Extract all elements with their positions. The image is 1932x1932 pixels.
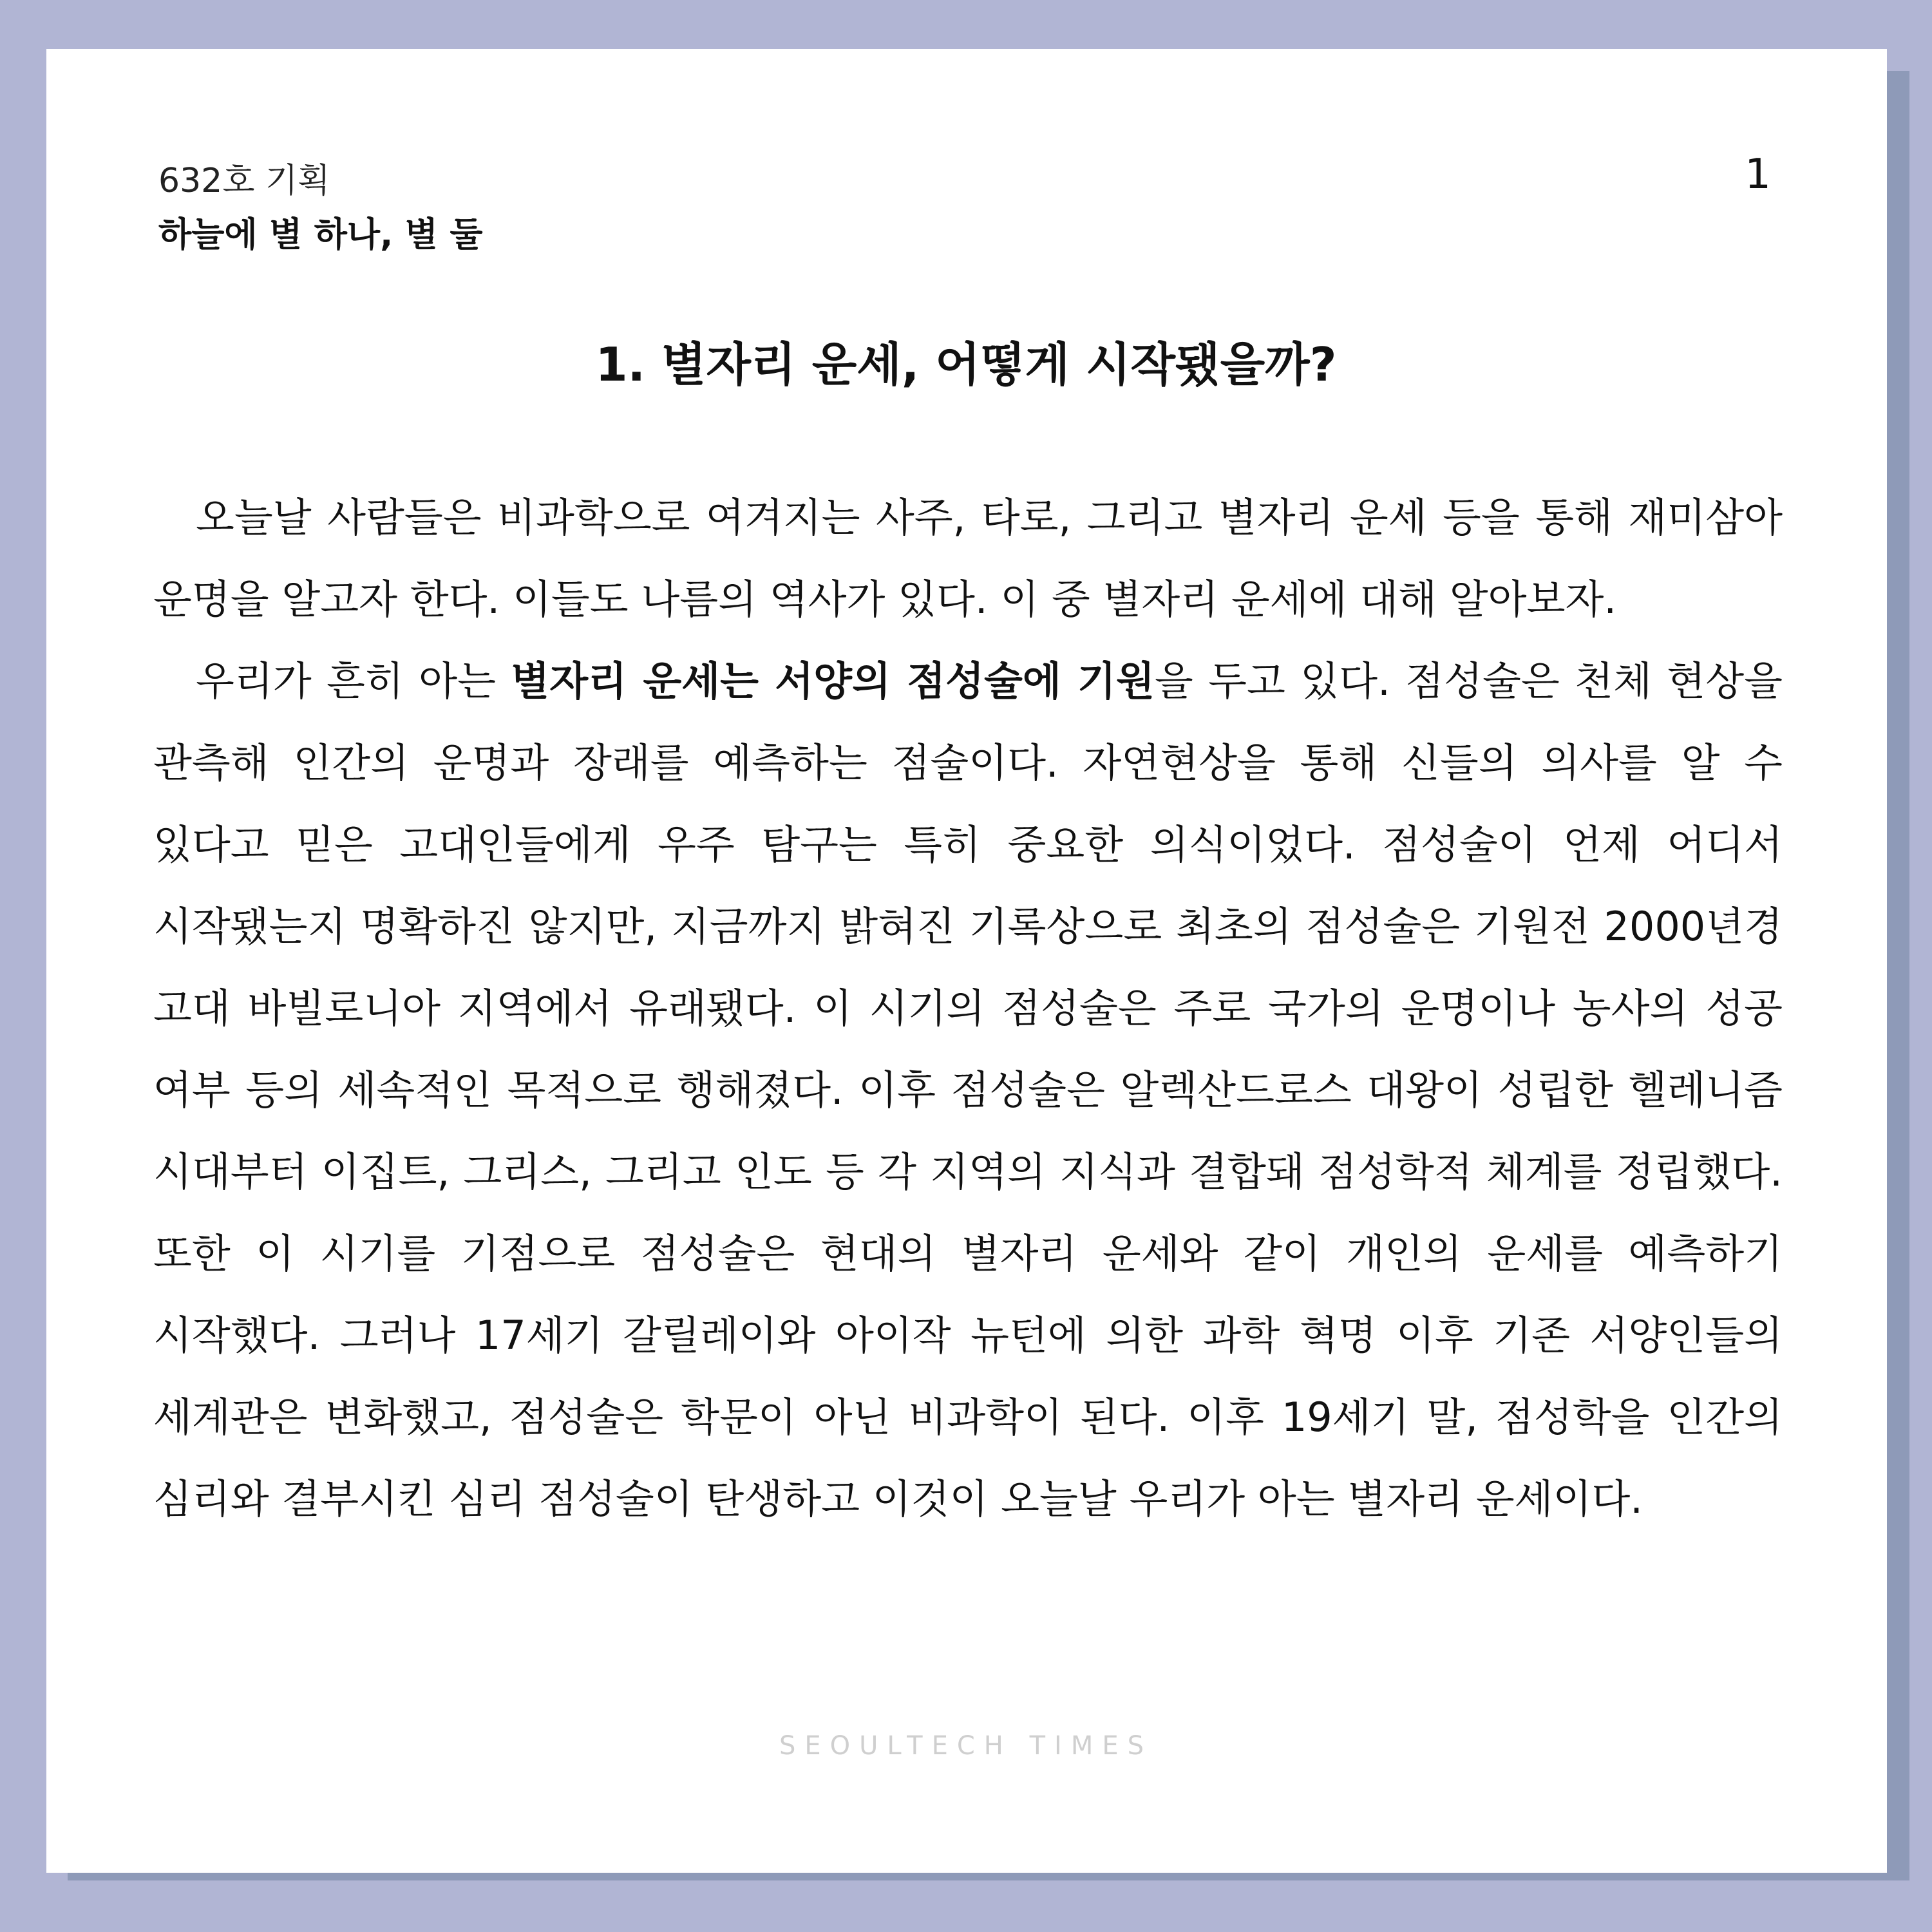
paragraph-1: [153, 477, 1783, 640]
article-title: 1. 별자리 운세, 어떻게 시작됐을까?: [595, 337, 1337, 392]
publication-footer: SEOULTECH TIMES: [779, 1731, 1153, 1761]
paragraph-2: [153, 640, 1783, 1540]
paragraph-text: 을 두고 있다. 점성술은 천체 현상을 관측해 인간의 운명과 장래를 예측하는 점술이다. 자연현상을 통해 신들의 의사를 알 수 있다고 믿은 고대인들에게 우주 탐구는 특히 중요한 의식이었다. 점성술이 언제 어디서 시작됐는지 명확하진 않지만, 지금까지 밝혀진 기록상으로 최초의 점성술은 기원전 2000년경 고대 바빌로니아 지역에서 유래됐다. 이 시기의 점성술은 주로 국가의 운명이나 농사의 성공 여부 등의 세속적인 목적으로 행해졌다. 이후 점성술은 알렉산드로스 대왕이 성립한 헬레니즘 시대부터 이집트, 그리스, 그리고 인도 등 각 지역의 지식과 결합돼 점성학적 체계를 정립했다. 또한 이 시기를 기점으로 점성술은 현대의 별자리 운세와 같이 개인의 운세를 예측하기 시작했다. 그러나 17세기 갈릴레이와 아이작 뉴턴에 의한 과학 혁명 이후 기존 서양인들의 세계관은 변화했고, 점성술은 학문이 아닌 비과학이 된다. 이후 19세기 말, 점성학을 인간의 심리와 결부시킨 심리 점성술이 탄생하고 이것이 오늘날 우리가 아는 별자리 운세이다.: [153, 658, 1783, 1522]
article-body: [153, 477, 1783, 1540]
page-number: 1: [1745, 151, 1771, 198]
series-title: 하늘에 별 하나, 별 둘: [158, 215, 483, 254]
paragraph-text: 오늘날 사람들은 비과학으로 여겨지는 사주, 타로, 그리고 별자리 운세 등을 통해 재미삼아 운명을 알고자 한다. 이들도 나름의 역사가 있다. 이 중 별자리 운세에 대해 알아보자.: [153, 494, 1783, 623]
paragraph-text: 우리가 흔히 아는: [196, 658, 511, 705]
issue-label: 632호 기획: [158, 162, 330, 200]
emphasis-text: 별자리 운세는 서양의 점성술에 기원: [511, 658, 1155, 705]
